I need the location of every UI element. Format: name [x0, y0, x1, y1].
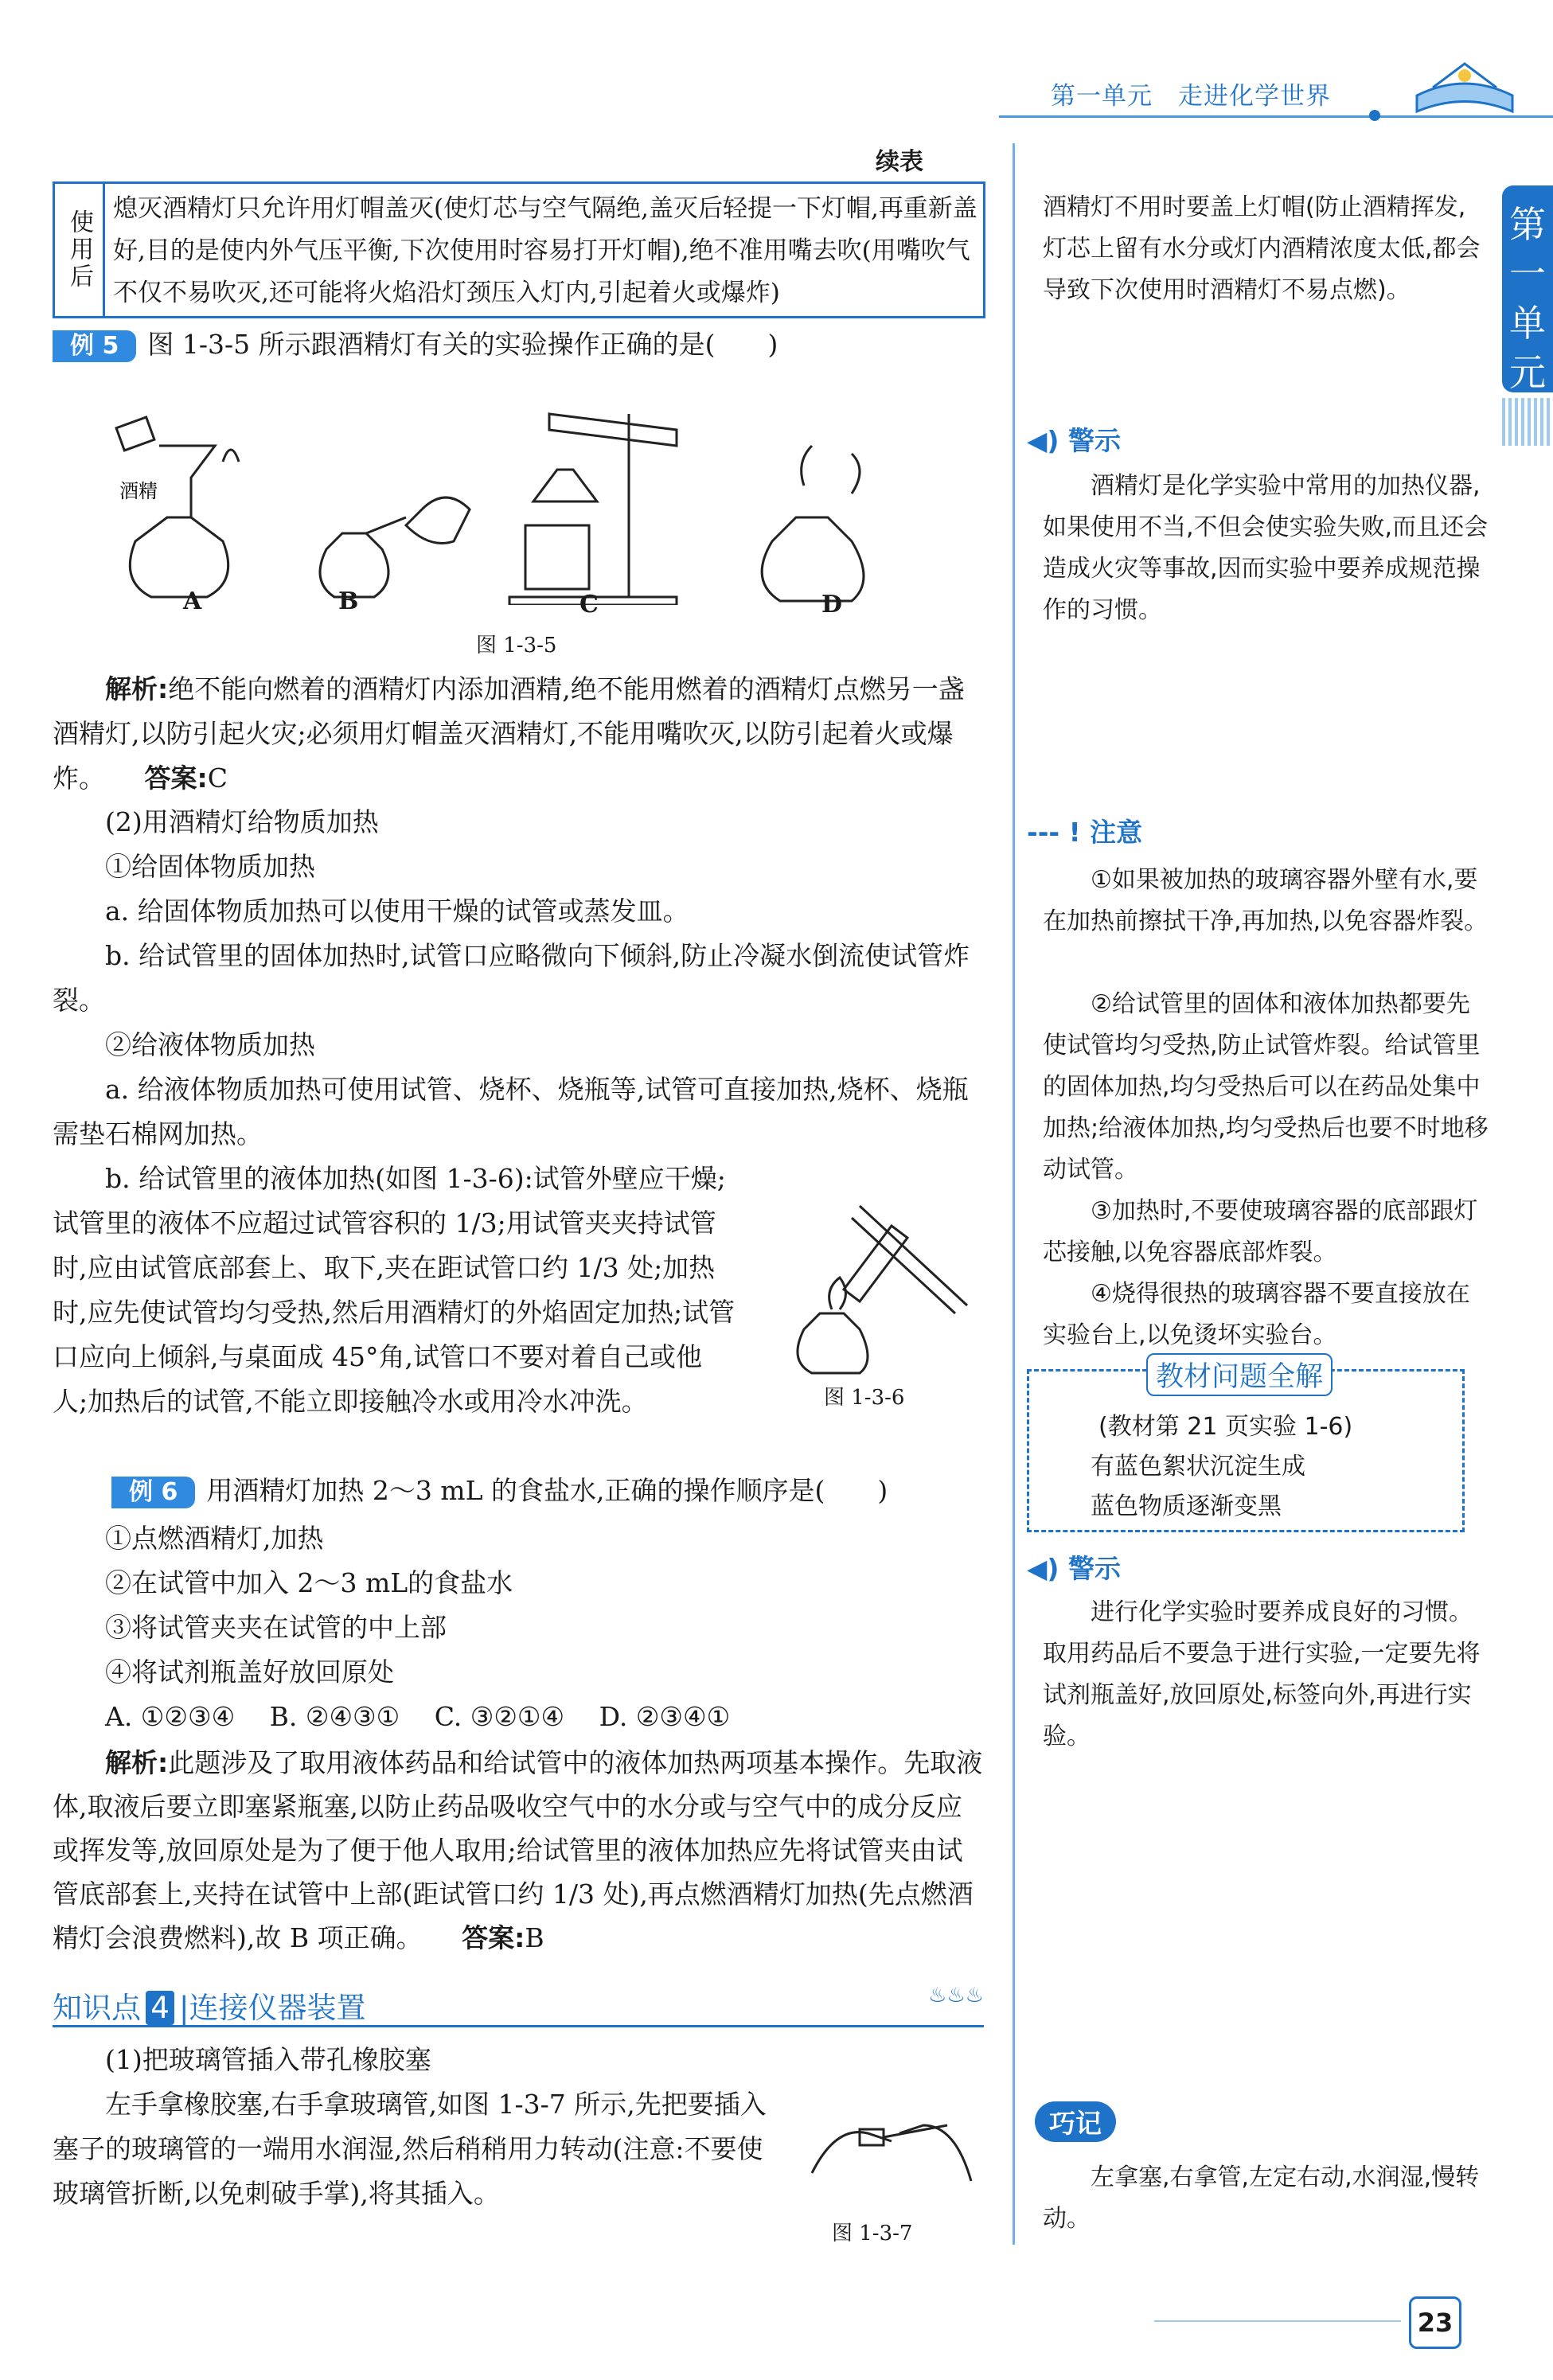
header-dot	[1369, 110, 1380, 121]
box-line-2: 有蓝色絮状沉淀生成	[1091, 1453, 1305, 1481]
example-6-options: A. ①②③④ B. ②④③① C. ③②①④ D. ②③④①	[105, 1701, 731, 1732]
example-5-text: 图 1-3-5 所示跟酒精灯有关的实验操作正确的是( )	[147, 329, 778, 360]
fig-label-b: B	[338, 587, 359, 615]
box-line-3: 蓝色物质逐渐变黑	[1091, 1492, 1282, 1520]
attention-item-4: ④烧得很热的玻璃容器不要直接放在实验台上,以免烫坏实验台。	[1043, 1280, 1470, 1349]
example-6-step-2: ②在试管中加入 2～3 mL的食盐水	[105, 1567, 513, 1598]
figure-1-3-7	[796, 2070, 987, 2197]
section-2-b2: b. 给试管里的液体加热(如图 1-3-6):试管外壁应干燥;试管里的液体不应超过试管容积的 1/3;用试管夹夹持试管时,应由试管底部套上、取下,夹在距试管口约 1/3 处;加热时,应先使试管均匀受热,然后用酒精灯的外焰固定加热;试管口应向上倾斜,与桌面成 45°角,试管口不要对着自己或他人;加热后的试管,不能立即接触冷水或用冷水冲洗。	[53, 1163, 736, 1417]
figure-1-3-5	[103, 382, 899, 605]
warning-1-title: 警示	[1067, 425, 1121, 456]
knowledge-point-banner: 知识点 4 |连接仪器装置 ♨♨♨	[53, 1984, 984, 2027]
continued-table-label: 续表	[876, 148, 923, 176]
example-6-step-4: ④将试剂瓶盖好放回原处	[105, 1656, 394, 1687]
analysis-label: 解析:	[105, 673, 169, 704]
example-5-analysis	[53, 667, 984, 801]
exclamation-icon: --- !	[1027, 817, 1081, 848]
section-2-title: (2)用酒精灯给物质加热	[105, 806, 379, 837]
answer-value: C	[207, 763, 228, 794]
fig-label-c: C	[579, 591, 599, 618]
speaker-icon: ◀)	[1027, 425, 1059, 456]
side-tab-stripes	[1502, 398, 1553, 446]
section-3-text: 左手拿橡胶塞,右手拿玻璃管,如图 1-3-7 所示,先把要插入塞子的玻璃管的一端用水润湿,然后稍稍用力转动(注意:不要使玻璃管折断,以免刺破手掌),将其插入。	[53, 2089, 767, 2209]
figure-1-3-5-caption: 图 1-3-5	[476, 634, 557, 657]
example-6-tag: 例 6	[111, 1477, 195, 1508]
attention-item-3: ③加热时,不要使玻璃容器的底部跟灯芯接触,以免容器底部炸裂。	[1043, 1197, 1478, 1266]
answer-value: B	[525, 1922, 544, 1953]
analysis-text: 此题涉及了取用液体药品和给试管中的液体加热两项基本操作。先取液体,取液后要立即塞紧瓶塞,以防止药品吸收空气中的水分或与空气中的成分反应或挥发等,放回原处是为了便于他人取用;给试管里的液体加热应先将试管夹由试管底部套上,夹持在试管中上部(距试管口约 1/3 处),再点燃酒精灯加热(先点燃酒精灯会浪费燃料),故 B 项正确。	[53, 1747, 983, 1953]
figure-1-3-7-caption: 图 1-3-7	[832, 2222, 913, 2245]
attention-title: 注意	[1090, 817, 1143, 848]
book-logo-icon	[1409, 48, 1520, 119]
footer-rule	[1154, 2320, 1401, 2322]
warning-2-text: 进行化学实验时要养成良好的习惯。取用药品后不要急于进行实验,一定要先将试剂瓶盖好,放回原处,标签向外,再进行实验。	[1043, 1598, 1481, 1750]
right-note-1: 酒精灯不用时要盖上灯帽(防止酒精挥发,灯芯上留有水分或灯内酒精浓度太低,都会导致下次使用时酒精灯不易点燃)。	[1043, 193, 1481, 304]
speaker-icon: ◀)	[1027, 1553, 1059, 1584]
column-divider	[1013, 143, 1015, 2245]
page-number: 23	[1409, 2296, 1461, 2349]
flame-icon: ♨♨♨	[928, 1984, 984, 2007]
answer-label: 答案:	[462, 1922, 525, 1953]
knowledge-number: 4	[146, 1991, 174, 2025]
warning-2-heading	[1027, 1548, 1121, 1586]
answer-label: 答案:	[144, 763, 208, 794]
unit-side-tab: 第一单元	[1502, 185, 1553, 392]
attention-item-1: ①如果被加热的玻璃容器外壁有水,要在加热前擦拭干净,再加热,以免容器炸裂。	[1043, 866, 1489, 935]
table-row-text: 熄灭酒精灯只允许用灯帽盖灭(使灯芯与空气隔绝,盖灭后轻提一下灯帽,再重新盖好,目的是使内外气压平衡,下次使用时容易打开灯帽),绝不准用嘴去吹(用嘴吹气不仅不易吹灭,还可能将火焰沿灯颈压入灯内,引起着火或爆炸)	[113, 194, 977, 307]
attention-item-2: ②给试管里的固体和液体加热都要先使试管均匀受热,防止试管炸裂。给试管里的固体加热,均匀受热后可以在药品处集中加热;给液体加热,均匀受热后也要不时地移动试管。	[1043, 990, 1489, 1184]
section-3-title: (1)把玻璃管插入带孔橡胶塞	[105, 2044, 431, 2075]
example-6-step-3: ③将试管夹夹在试管的中上部	[105, 1612, 447, 1643]
example-6-question	[53, 1469, 984, 1513]
figure-1-3-6-caption: 图 1-3-6	[824, 1386, 905, 1410]
example-6-analysis	[53, 1741, 984, 1960]
section-2-a1: a. 给固体物质加热可以使用干燥的试管或蒸发皿。	[105, 895, 689, 927]
header-title	[1051, 76, 1331, 111]
example-5-tag: 例 5	[53, 330, 136, 362]
warning-1-heading	[1027, 420, 1121, 458]
example-6-text: 用酒精灯加热 2～3 mL 的食盐水,正确的操作顺序是( )	[206, 1475, 888, 1506]
warning-1-text: 酒精灯是化学实验中常用的加热仪器,如果使用不当,不但会使实验失败,而且还会造成火灾等事故,因而实验中要养成规范操作的习惯。	[1043, 472, 1489, 624]
fig-small-label: 酒精	[119, 480, 158, 502]
box-line-1: (教材第 21 页实验 1-6)	[1098, 1413, 1353, 1441]
section-2-b1: b. 给试管里的固体加热时,试管口应略微向下倾斜,防止冷凝水倒流使试管炸裂。	[53, 940, 970, 1016]
analysis-label: 解析:	[105, 1747, 169, 1778]
figure-1-3-6	[772, 1170, 987, 1377]
header-chapter: 走进化学世界	[1178, 82, 1331, 111]
section-2-s1: ①给固体物质加热	[105, 851, 315, 882]
example-6-step-1: ①点燃酒精灯,加热	[105, 1523, 324, 1554]
attention-heading	[1027, 812, 1142, 849]
tip-heading: 巧记	[1035, 2101, 1116, 2142]
knowledge-prefix: 知识点	[53, 1991, 141, 2025]
section-2-a2: a. 给液体物质加热可使用试管、烧杯、烧瓶等,试管可直接加热,烧杯、烧瓶需垫石棉网加热。	[53, 1074, 969, 1149]
analysis-text: 绝不能向燃着的酒精灯内添加酒精,绝不能用燃着的酒精灯点燃另一盏酒精灯,以防引起火灾;必须用灯帽盖灭酒精灯,不能用嘴吹灭,以防引起着火或爆炸。	[53, 673, 965, 794]
knowledge-title: 连接仪器装置	[189, 1991, 366, 2025]
table-row-label: 使用后	[55, 184, 105, 316]
warning-2-title: 警示	[1067, 1553, 1121, 1584]
fig-label-a: A	[183, 587, 202, 615]
section-2-s2: ②给液体物质加热	[105, 1029, 315, 1060]
tip-text: 左拿塞,右拿管,左定右动,水润湿,慢转动。	[1043, 2163, 1480, 2233]
fig-label-d: D	[821, 591, 843, 618]
header-unit: 第一单元	[1051, 82, 1153, 111]
example-5-question	[53, 322, 984, 367]
textbook-answer-title: 教材问题全解	[1146, 1353, 1333, 1396]
